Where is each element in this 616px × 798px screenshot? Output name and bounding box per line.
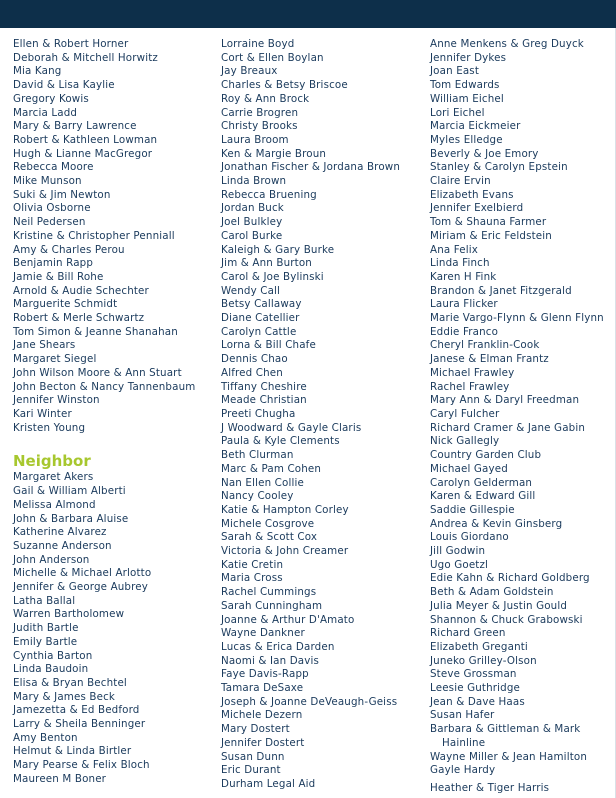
donor-name: Larry & Sheila Benninger: [13, 718, 146, 731]
donor-name: Kari Winter: [13, 407, 72, 420]
donor-name: Ken & Margie Broun: [221, 147, 327, 160]
donor-name: Joel Bulkley: [221, 216, 283, 229]
donor-name: Jim & Ann Burton: [221, 257, 312, 270]
donor-name: Olivia Osborne: [13, 202, 91, 215]
donor-name: Claire Ervin: [430, 175, 491, 188]
donor-name: Juneko Grilley-Olson: [430, 654, 537, 667]
donor-name: Kristine & Christopher Penniall: [13, 229, 175, 242]
donor-name: Susan Hafer: [430, 709, 495, 722]
donor-name: Jennifer & George Aubrey: [13, 581, 149, 594]
donor-name: Susan Dunn: [221, 750, 285, 763]
donor-list-tail: [430, 751, 616, 796]
donor-name: Marcia Eickmeier: [430, 120, 521, 133]
donor-name: Carol & Joe Bylinski: [221, 270, 324, 283]
donor-name: Joanne & Arthur D'Amato: [221, 613, 355, 626]
donor-name: Nancy Cooley: [221, 490, 294, 503]
donor-name: Michele Dezern: [221, 709, 303, 722]
donor-name: Jonathan Fischer & Jordana Brown: [221, 161, 401, 174]
donor-name: Lorraine Boyd: [221, 38, 295, 50]
donor-name: Janese & Elman Frantz: [430, 353, 549, 366]
donor-name: Karen H Fink: [430, 270, 497, 283]
donor-name: Christy Brooks: [221, 120, 298, 133]
donor-name: Katherine Alvarez: [13, 526, 107, 539]
donor-list-top: [13, 38, 213, 435]
donor-list: [430, 38, 616, 723]
donor-name: Robert & Merle Schwartz: [13, 312, 145, 325]
donor-name: Jill Godwin: [430, 545, 486, 558]
donor-name: Laura Flicker: [430, 298, 498, 311]
donor-name: Sarah & Scott Cox: [221, 531, 318, 544]
donor-list-neighbor: [13, 471, 213, 786]
donor-name: Rebecca Moore: [13, 161, 94, 174]
donor-name: Tom & Shauna Farmer: [430, 216, 547, 229]
donor-name: William Eichel: [430, 92, 504, 105]
donor-name: Amy & Charles Perou: [13, 243, 125, 256]
donor-name: Nick Gallegly: [430, 435, 500, 448]
donor-name: John Wilson Moore & Ann Stuart: [13, 366, 182, 379]
donor-name: Ellen & Robert Horner: [13, 38, 129, 50]
donor-name: Betsy Callaway: [221, 298, 302, 311]
donor-name: Katie Cretin: [221, 558, 284, 571]
donor-name: Wayne Dankner: [221, 627, 305, 640]
donor-name: Beverly & Joe Emory: [430, 147, 539, 160]
donor-name: Jennifer Exelbierd: [430, 202, 524, 215]
donor-name: Caryl Fulcher: [430, 407, 500, 420]
donor-name: Warren Bartholomew: [13, 608, 125, 621]
donor-name: Carol Burke: [221, 229, 283, 242]
donor-name: Neil Pedersen: [13, 216, 86, 229]
donor-name: Amy Benton: [13, 731, 78, 744]
donor-name: Elizabeth Greganti: [430, 640, 528, 653]
donor-name: Carrie Brogren: [221, 106, 299, 119]
donor-name: Joseph & Joanne DeVeaugh-Geiss: [221, 695, 398, 708]
top-banner: [0, 0, 616, 28]
donor-name-line: Barbara & Gittleman & Mark: [430, 723, 581, 736]
donor-name: Jennifer Dostert: [221, 736, 305, 749]
donor-name: Elisa & Bryan Bechtel: [13, 676, 127, 689]
donor-name: Michael Frawley: [430, 366, 515, 379]
donor-name: Maureen M Boner: [13, 772, 107, 785]
donor-name: Stanley & Carolyn Epstein: [430, 161, 568, 174]
donor-name: Mia Kang: [13, 65, 62, 78]
donor-name: Mary Ann & Daryl Freedman: [430, 394, 580, 407]
donor-name: Cynthia Barton: [13, 649, 93, 662]
donor-name: David & Lisa Kaylie: [13, 79, 115, 92]
donor-name: Meade Christian: [221, 394, 307, 407]
donor-name: Michelle & Michael Arlotto: [13, 567, 152, 580]
donor-name: Michele Cosgrove: [221, 517, 315, 530]
donor-name: Kaleigh & Gary Burke: [221, 243, 335, 256]
donor-name: Saddie Gillespie: [430, 503, 515, 516]
donor-name: Eric Durant: [221, 764, 281, 777]
donor-name: J Woodward & Gayle Claris: [221, 421, 362, 434]
donor-name: Latha Ballal: [13, 594, 76, 607]
donor-name: Beth Clurman: [221, 449, 294, 462]
donor-name: Cheryl Franklin-Cook: [430, 339, 540, 352]
donor-name: Hugh & Lianne MacGregor: [13, 147, 153, 160]
donor-name: Andrea & Kevin Ginsberg: [430, 517, 563, 530]
donor-name: Steve Grossman: [430, 668, 517, 681]
donor-name: Charles & Betsy Briscoe: [221, 79, 348, 92]
donor-name: Sarah Cunningham: [221, 599, 323, 612]
donor-name: Michael Gayed: [430, 462, 508, 475]
donor-name: Brandon & Janet Fitzgerald: [430, 284, 572, 297]
donor-name: Carolyn Cattle: [221, 325, 297, 338]
donor-list: [221, 38, 421, 792]
donor-name: Kristen Young: [13, 421, 86, 434]
donor-name: Helmut & Linda Birtler: [13, 745, 132, 758]
donor-name: Tom Simon & Jeanne Shanahan: [13, 325, 178, 338]
donor-name: Jordan Buck: [221, 202, 284, 215]
donor-name: Marcia Ladd: [13, 106, 78, 119]
donor-name: Mike Munson: [13, 175, 82, 188]
donor-name: Faye Davis-Rapp: [221, 668, 309, 681]
donor-name-continuation: Hainline: [442, 736, 486, 749]
donor-name: Benjamin Rapp: [13, 257, 94, 270]
donor-name: John Becton & Nancy Tannenbaum: [13, 380, 196, 393]
donor-name: [430, 723, 616, 750]
donor-name: Mary & James Beck: [13, 690, 116, 703]
donor-name: Emily Bartle: [13, 635, 78, 648]
donor-name: Tom Edwards: [430, 79, 500, 92]
donor-name: Julia Meyer & Justin Gould: [430, 599, 568, 612]
donor-name: Linda Finch: [430, 257, 490, 270]
donor-name: Suki & Jim Newton: [13, 188, 111, 201]
donor-name: Gayle Hardy: [430, 764, 496, 777]
donor-name: Rachel Frawley: [430, 380, 510, 393]
donor-name: Jamie & Bill Rohe: [13, 270, 104, 283]
donor-name: John Anderson: [13, 553, 90, 566]
donor-name: Jay Breaux: [221, 65, 278, 78]
donor-name: Marie Vargo-Flynn & Glenn Flynn: [430, 312, 604, 325]
donor-name: Anne Menkens & Greg Duyck: [430, 38, 584, 50]
donor-name: Beth & Adam Goldstein: [430, 586, 554, 599]
donor-name: Judith Bartle: [13, 622, 79, 635]
donor-name: Linda Brown: [221, 175, 287, 188]
donor-name: Rebecca Bruening: [221, 188, 317, 201]
donor-name: Gail & William Alberti: [13, 485, 126, 498]
donor-name: Jennifer Dykes: [430, 51, 507, 64]
donor-name: Myles Elledge: [430, 133, 503, 146]
donor-name: Mary Pearse & Felix Bloch: [13, 759, 150, 772]
donor-name: Tamara DeSaxe: [221, 682, 304, 695]
donor-name: Rachel Cummings: [221, 586, 317, 599]
donor-name: Country Garden Club: [430, 449, 542, 462]
donor-name: Lucas & Erica Darden: [221, 640, 335, 653]
donor-column-3: [430, 38, 616, 796]
donor-name: Elizabeth Evans: [430, 188, 514, 201]
donor-name: Louis Giordano: [430, 531, 509, 544]
donor-name: Linda Baudoin: [13, 663, 89, 676]
donor-name: Lori Eichel: [430, 106, 485, 119]
donor-name: Jean & Dave Haas: [430, 695, 525, 708]
donor-name: Arnold & Audie Schechter: [13, 284, 149, 297]
donor-name: Margaret Akers: [13, 471, 94, 484]
donor-name: Miriam & Eric Feldstein: [430, 229, 552, 242]
donor-name: Katie & Hampton Corley: [221, 503, 349, 516]
donor-name: Wayne Miller & Jean Hamilton: [430, 750, 588, 763]
donor-name: Lorna & Bill Chafe: [221, 339, 316, 352]
donor-name: Victoria & John Creamer: [221, 545, 349, 558]
donor-name: Alfred Chen: [221, 366, 283, 379]
donor-name: Richard Cramer & Jane Gabin: [430, 421, 586, 434]
donor-column-2: [221, 38, 421, 792]
donor-name: Eddie Franco: [430, 325, 499, 338]
donor-name: Jennifer Winston: [13, 394, 100, 407]
donor-name: Mary & Barry Lawrence: [13, 120, 137, 133]
donor-name: Cort & Ellen Boylan: [221, 51, 324, 64]
donor-name: Gregory Kowis: [13, 92, 89, 105]
donor-name: Carolyn Gelderman: [430, 476, 533, 489]
donor-column-1: [13, 38, 213, 787]
donor-name: Jamezetta & Ed Bedford: [13, 704, 140, 717]
donor-name: John & Barbara Aluise: [13, 512, 129, 525]
donor-name: Maria Cross: [221, 572, 283, 585]
donor-name: Richard Green: [430, 627, 506, 640]
donor-name: Marguerite Schmidt: [13, 298, 118, 311]
donor-name: Edie Kahn & Richard Goldberg: [430, 572, 590, 585]
donor-name: Marc & Pam Cohen: [221, 462, 322, 475]
donor-name: Suzanne Anderson: [13, 539, 112, 552]
donor-name: Leesie Guthridge: [430, 682, 521, 695]
donor-name: Diane Catellier: [221, 312, 300, 325]
donor-name: Ana Felix: [430, 243, 479, 256]
donor-name: Preeti Chugha: [221, 407, 296, 420]
donor-name: Naomi & Ian Davis: [221, 654, 320, 667]
donor-name: Nan Ellen Collie: [221, 476, 304, 489]
donor-name: Durham Legal Aid: [221, 777, 316, 790]
section-heading-neighbor: Neighbor: [13, 452, 91, 471]
donor-name: Laura Broom: [221, 133, 289, 146]
donor-name: Jane Shears: [13, 339, 76, 352]
donor-name: Deborah & Mitchell Horwitz: [13, 51, 158, 64]
donor-name: Wendy Call: [221, 284, 281, 297]
donor-name: Karen & Edward Gill: [430, 490, 536, 503]
donor-name: Shannon & Chuck Grabowski: [430, 613, 583, 626]
donor-name: Mary Dostert: [221, 723, 290, 736]
donor-name: Joan East: [430, 65, 480, 78]
donor-name: Roy & Ann Brock: [221, 92, 310, 105]
donor-name: Heather & Tiger Harris: [430, 781, 550, 794]
donor-name: Robert & Kathleen Lowman: [13, 133, 158, 146]
donor-name: Margaret Siegel: [13, 353, 97, 366]
donor-name: Ugo Goetzl: [430, 558, 489, 571]
donor-name: Paula & Kyle Clements: [221, 435, 340, 448]
donor-name: Melissa Almond: [13, 498, 96, 511]
donor-name: Dennis Chao: [221, 353, 288, 366]
donor-name: Tiffany Cheshire: [221, 380, 307, 393]
